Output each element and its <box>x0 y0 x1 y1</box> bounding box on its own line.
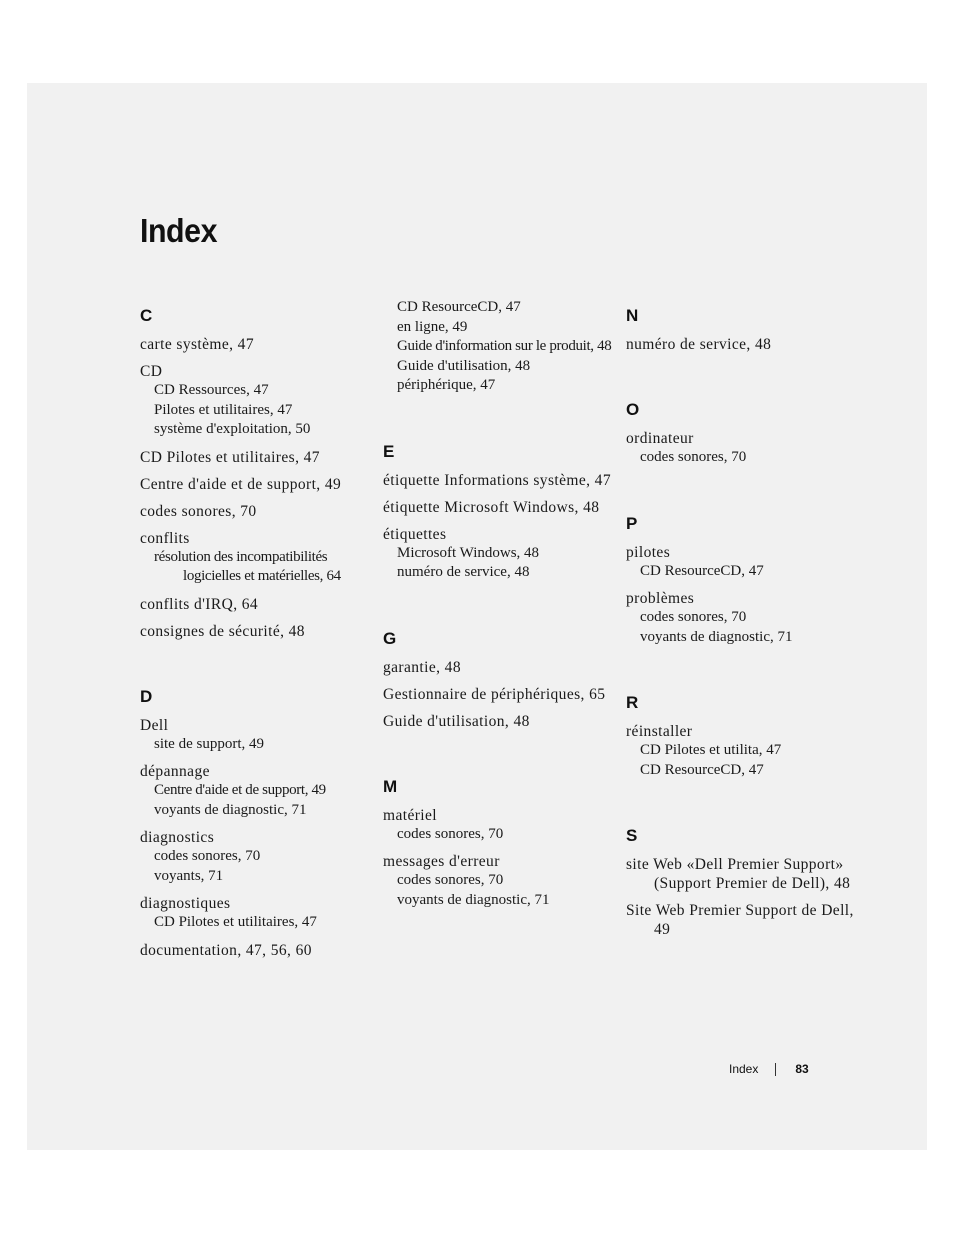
index-letter-heading: N <box>626 306 639 325</box>
index-entry <box>626 335 856 354</box>
index-entry <box>140 335 370 354</box>
index-entry-term: pilotes <box>626 543 671 561</box>
index-entry <box>383 471 613 490</box>
index-column-3 <box>626 298 856 947</box>
section-gap <box>383 591 613 621</box>
index-subentry: voyants de diagnostic, 71 <box>154 801 307 818</box>
section-gap <box>383 404 613 434</box>
section-gap <box>140 649 370 679</box>
index-letter-heading: R <box>626 693 639 712</box>
index-entry <box>140 475 370 494</box>
index-subentry: site de support, 49 <box>154 735 264 752</box>
section-gap <box>626 476 856 506</box>
index-entry-term: réinstaller <box>626 723 693 740</box>
index-subentry: voyants de diagnostic, 71 <box>397 891 550 908</box>
index-letter-heading: O <box>626 400 640 419</box>
page-number: 83 <box>795 1062 809 1076</box>
index-entry-term: étiquettes <box>383 525 447 543</box>
index-entry <box>383 806 613 845</box>
index-subentry: voyants, 71 <box>154 867 224 884</box>
index-entry <box>383 498 613 517</box>
index-entry <box>383 712 613 731</box>
index-entry-term: étiquette Informations système, 47 <box>383 471 611 489</box>
index-entry-term: CD Pilotes et utilitaires, 47 <box>140 448 320 466</box>
index-subentry: codes sonores, 70 <box>397 872 504 888</box>
index-entry <box>140 762 370 820</box>
index-entry-term: Gestionnaire de périphériques, 65 <box>383 685 606 703</box>
index-letter-heading: C <box>140 306 153 325</box>
index-entry-term: codes sonores, 70 <box>140 502 257 520</box>
section-gap <box>626 788 856 818</box>
index-entry-term: carte système, 47 <box>140 336 254 353</box>
index-entry-term: conflits <box>140 529 190 547</box>
index-entry-term: Centre d'aide et de support, 49 <box>140 475 342 493</box>
index-entry-term: garantie, 48 <box>383 658 461 676</box>
index-entry <box>140 529 370 587</box>
index-entry-term: messages d'erreur <box>383 853 500 870</box>
index-column-1 <box>140 298 370 968</box>
index-entry <box>383 525 613 583</box>
index-entry-term: diagnostiques <box>140 895 231 912</box>
index-subentry: CD ResourceCD, 47 <box>640 761 764 778</box>
section-gap <box>383 739 613 769</box>
index-entry-term: dépannage <box>140 763 210 780</box>
index-entry <box>140 894 370 933</box>
index-subentry: CD ResourceCD, 47 <box>640 562 764 579</box>
index-entry <box>140 828 370 886</box>
index-subentry: CD Pilotes et utilita, 47 <box>640 742 782 758</box>
footer-label: Index <box>729 1062 759 1076</box>
index-entry <box>140 448 370 467</box>
index-entry <box>626 855 856 893</box>
index-subentry: périphérique, 47 <box>397 377 496 393</box>
section-gap <box>626 655 856 685</box>
index-entry-term: problèmes <box>626 590 695 607</box>
index-subentry: Microsoft Windows, 48 <box>397 544 540 561</box>
footer-separator <box>775 1063 776 1076</box>
section-gap <box>626 362 856 392</box>
index-entry <box>626 429 856 468</box>
index-subentry: CD Pilotes et utilitaires, 47 <box>154 914 317 930</box>
index-subentry: codes sonores, 70 <box>640 449 747 465</box>
page-title: Index <box>140 212 218 249</box>
index-subentry: numéro de service, 48 <box>397 564 530 580</box>
index-subentry: voyants de diagnostic, 71 <box>640 628 793 645</box>
index-subentry: Guide d'utilisation, 48 <box>397 357 531 374</box>
index-subentry: codes sonores, 70 <box>154 848 261 864</box>
index-subentry: Centre d'aide et de support, 49 <box>154 782 326 798</box>
index-subentry: CD ResourceCD, 47 <box>397 299 521 315</box>
index-entry <box>626 543 856 582</box>
index-entry <box>383 658 613 677</box>
index-subentry: Guide d'information sur le produit, 48 <box>397 338 612 354</box>
index-subentry: système d'exploitation, 50 <box>154 421 311 437</box>
index-entry-term: documentation, 47, 56, 60 <box>140 941 312 959</box>
index-letter-heading: G <box>383 628 397 648</box>
index-entry <box>140 595 370 614</box>
index-entry <box>626 722 856 780</box>
index-subentry: codes sonores, 70 <box>640 609 747 625</box>
index-letter-heading: E <box>383 441 395 461</box>
index-entry-term: Dell <box>140 716 169 734</box>
index-entry <box>626 901 856 939</box>
index-entry <box>140 716 370 755</box>
index-entry <box>383 298 613 396</box>
index-entry <box>626 589 856 647</box>
index-entry-term: consignes de sécurité, 48 <box>140 622 305 640</box>
index-subentry: en ligne, 49 <box>397 318 468 335</box>
index-subentry: Pilotes et utilitaires, 47 <box>154 401 293 418</box>
index-entry-term: numéro de service, 48 <box>626 336 772 353</box>
index-entry <box>140 941 370 960</box>
index-entry-term: diagnostics <box>140 829 215 846</box>
index-entry <box>140 502 370 521</box>
index-subentry: résolution des incompatibilités logicielles et matérielles, 64 <box>154 548 341 584</box>
index-entry <box>383 852 613 910</box>
index-entry <box>140 622 370 641</box>
index-column-2 <box>383 298 613 918</box>
index-letter-heading: S <box>626 826 638 845</box>
index-entry-term: Guide d'utilisation, 48 <box>383 712 530 730</box>
index-entry <box>140 362 370 440</box>
index-subentry: codes sonores, 70 <box>397 825 504 842</box>
index-entry-term: Site Web Premier Support de Dell, 49 <box>626 902 854 938</box>
index-entry <box>383 685 613 704</box>
index-letter-heading: M <box>383 776 398 796</box>
index-entry-term: ordinateur <box>626 430 694 447</box>
index-entry-term: étiquette Microsoft Windows, 48 <box>383 498 600 516</box>
index-entry-term: CD <box>140 363 163 380</box>
index-entry-term: conflits d'IRQ, 64 <box>140 595 259 613</box>
index-letter-heading: D <box>140 686 153 706</box>
index-letter-heading: P <box>626 513 638 533</box>
index-entry-term: site Web «Dell Premier Support» (Support Premier de Dell), 48 <box>626 856 851 892</box>
index-entry-term: matériel <box>383 806 437 824</box>
page-footer <box>729 1062 809 1076</box>
index-subentry: CD Ressources, 47 <box>154 382 269 398</box>
